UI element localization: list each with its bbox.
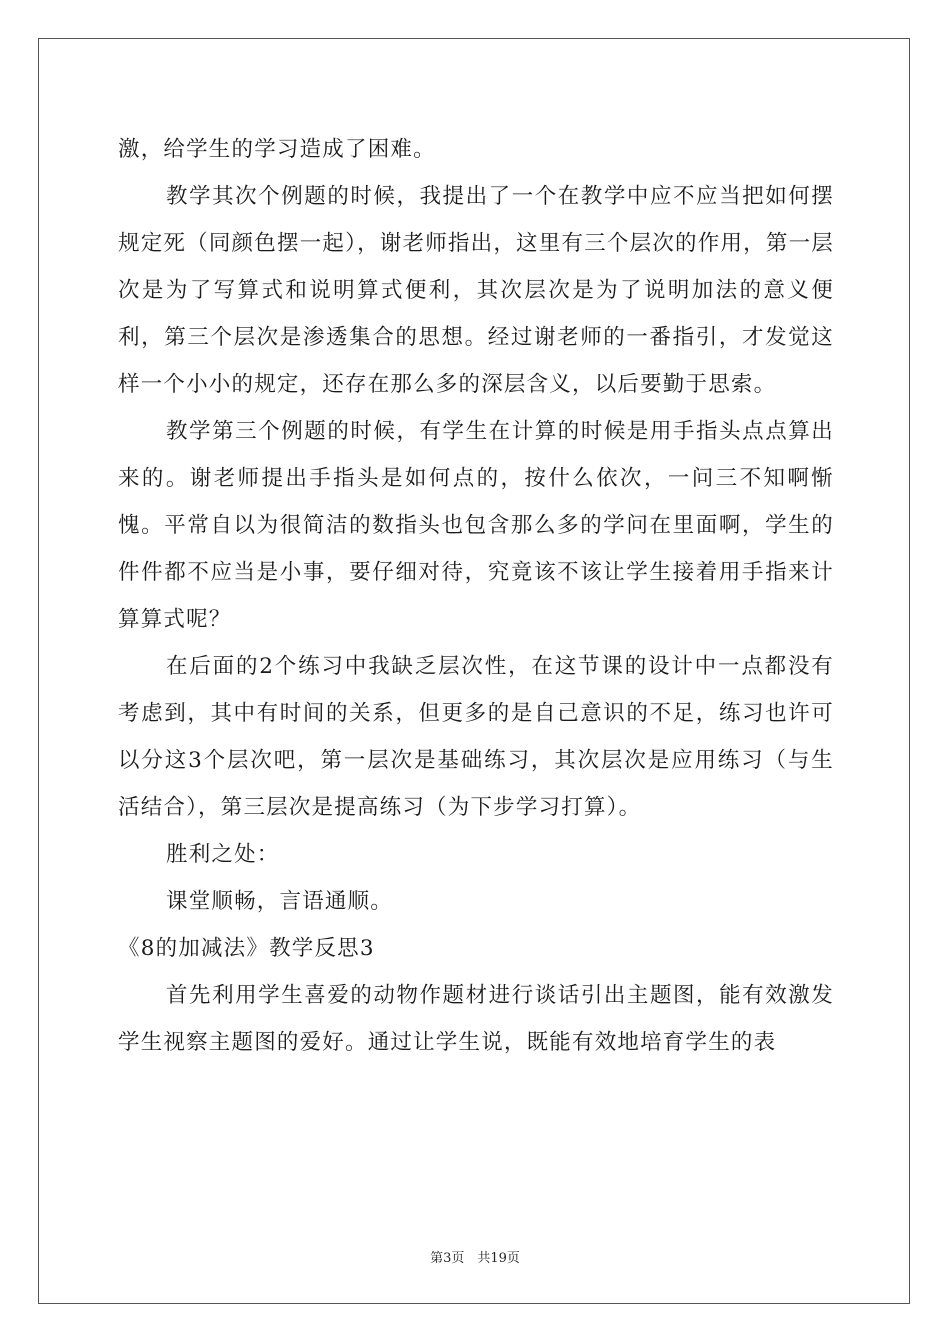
paragraph-success-detail: 课堂顺畅，言语通顺。 (166, 889, 394, 914)
paragraph-second-example: 教学其次个例题的时候，我提出了一个在教学中应不应当把如何摆规定死（同颜色摆一起），谢老师指出，这里有三个层次的作用，第一层次是为了写算式和说明算式便利，其次层次是为了说明加法的意义便利，第三个层次是渗透集合的思想。经过谢老师的一番指引，才发觉这样一个小小的规定，还存在那么多的深层含义，以后要勤于思索。 (118, 184, 834, 397)
document-body (118, 126, 834, 1066)
paragraph-third-example: 教学第三个例题的时候，有学生在计算的时候是用手指头点点算出来的。谢老师提出手指头是如何点的，按什么依次，一问三不知啊惭愧。平常自以为很简洁的数指头也包含那么多的学问在里面啊，学生的件件都不应当是小事，要仔细对待，究竟该不该让学生接着用手指来计算算式呢？ (118, 419, 834, 632)
paragraph-exercises: 在后面的2个练习中我缺乏层次性，在这节课的设计中一点都没有考虑到，其中有时间的关系，但更多的是自己意识的不足，练习也许可以分这3个层次吧，第一层次是基础练习，其次层次是应用练习（与生活结合），第三层次是提高练习（为下步学习打算）。 (118, 654, 834, 820)
page-footer: 第3页 共19页 (430, 1251, 520, 1266)
paragraph-continuation: 激，给学生的学习造成了困难。 (118, 137, 436, 162)
section-heading: 《8的加减法》教学反思3 (118, 936, 375, 961)
paragraph-intro: 首先利用学生喜爱的动物作题材进行谈话引出主题图，能有效激发学生视察主题图的爱好。通过让学生说，既能有效地培育学生的表 (118, 983, 834, 1055)
paragraph-success-label: 胜利之处： (166, 842, 280, 867)
